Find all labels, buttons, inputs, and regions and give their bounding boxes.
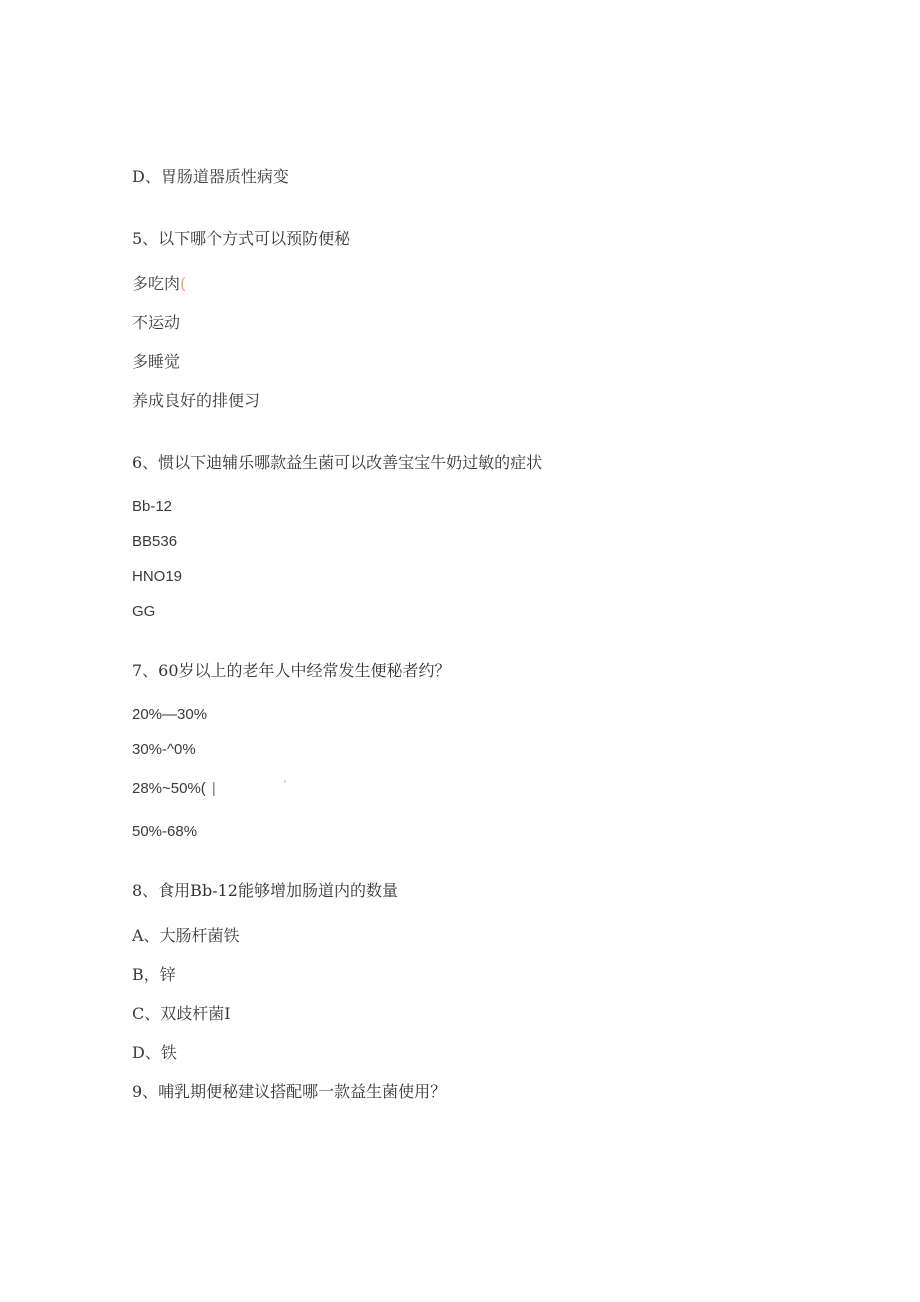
stray-tick-mark: ' [284,779,286,789]
question-7-option-a: 20%—30% [132,706,208,723]
stray-paren-mark: ( [180,274,187,293]
question-6-stem: 6、惯以下迪辅乐哪款益生菌可以改善宝宝牛奶过敏的症状 [132,453,543,472]
option-text: 28%~50%( [132,780,206,797]
question-9-stem: 9、哺乳期便秘建议搭配哪一款益生菌使用？ [132,1082,447,1101]
stray-pipe-mark: | [211,780,216,797]
question-6-option-d: GG [132,603,156,620]
question-8-option-d: D、铁 [132,1043,177,1062]
question-5-stem: 5、以下哪个方式可以预防便秘 [132,229,351,248]
question-5-option-d: 养成良好的排便习 [132,391,261,410]
question-5-option-c: 多睡觉 [132,352,181,371]
question-5-option-b: 不运动 [132,313,181,332]
option-text: 多吃肉 [132,274,181,293]
question-5-option-a [132,273,186,295]
question-6-option-c: HNO19 [132,568,183,585]
question-7-option-d: 50%-68% [132,823,198,840]
question-7-stem: 7、60岁以上的老年人中经常发生便秘者约？ [132,661,451,680]
question-8-option-a: A、大肠杆菌铁 [132,926,240,945]
question-4-option-d: D、胃肠道器质性病变 [132,167,289,186]
question-6-option-a: Bb-12 [132,498,173,515]
question-7-option-b: 30%-^0% [132,741,196,758]
question-7-option-c [132,778,216,800]
question-8-option-c: C、双歧杆菌I [132,1004,231,1023]
question-6-option-b: BB536 [132,533,178,550]
question-8-option-b: B，锌 [132,965,176,984]
question-8-stem: 8、食用Bb-12能够增加肠道内的数量 [132,881,398,900]
